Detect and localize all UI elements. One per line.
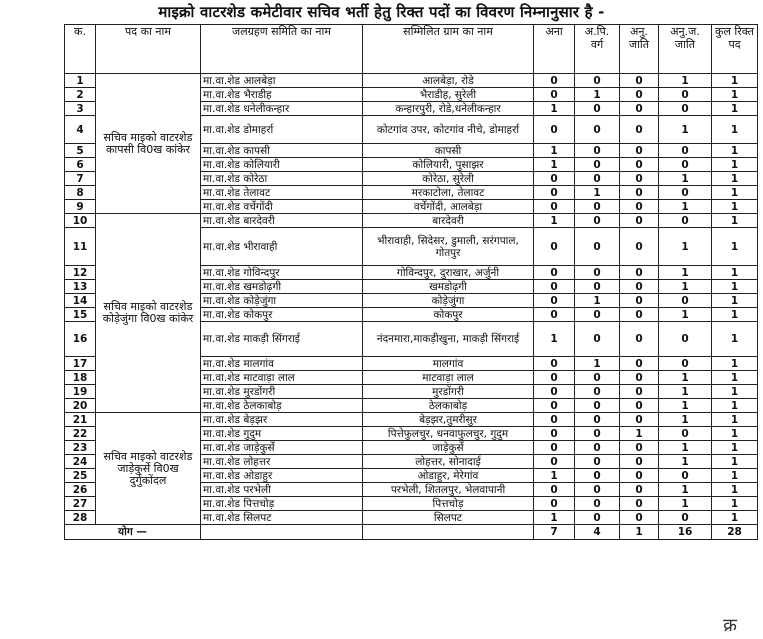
- row-serial: 20: [65, 399, 96, 413]
- count-kul: 1: [712, 483, 758, 497]
- count-kul: 1: [712, 280, 758, 294]
- count-anujanjati: 1: [659, 413, 712, 427]
- count-anujanjati: 0: [659, 357, 712, 371]
- count-kul: 1: [712, 186, 758, 200]
- row-serial: 9: [65, 200, 96, 214]
- count-ana: 0: [534, 266, 575, 280]
- samiti-name: मा.वा.शेड माकड़ी सिंगराई: [201, 322, 363, 357]
- count-apivarg: 0: [575, 158, 620, 172]
- count-ana: 0: [534, 497, 575, 511]
- row-serial: 4: [65, 116, 96, 144]
- post-name-cell: सचिव माइको वाटरशेड कापसी वि0ख कांकेर: [96, 74, 201, 214]
- samiti-name: मा.वा.शेड डोमाहर्रा: [201, 116, 363, 144]
- count-kul: 1: [712, 371, 758, 385]
- count-anujati: 0: [620, 322, 659, 357]
- count-ana: 0: [534, 371, 575, 385]
- gram-name: कोरेठा, सुरेली: [363, 172, 534, 186]
- count-anujanjati: 1: [659, 308, 712, 322]
- count-anujanjati: 1: [659, 455, 712, 469]
- row-serial: 17: [65, 357, 96, 371]
- header-anujati: अनु. जाति: [620, 25, 659, 74]
- count-apivarg: 0: [575, 385, 620, 399]
- samiti-name: मा.वा.शेड परभेली: [201, 483, 363, 497]
- row-serial: 11: [65, 228, 96, 266]
- count-anujati: 0: [620, 102, 659, 116]
- header-samiti: जलग्रहण समिति का नाम: [201, 25, 363, 74]
- gram-name: मुरडोंगरी: [363, 385, 534, 399]
- total-ana: 7: [534, 525, 575, 540]
- count-ana: 1: [534, 469, 575, 483]
- row-serial: 10: [65, 214, 96, 228]
- gram-name: परभेली, शितलपुर, भेलवापानी: [363, 483, 534, 497]
- gram-name: पित्तचोड़: [363, 497, 534, 511]
- samiti-name: मा.वा.शेड तेलावट: [201, 186, 363, 200]
- count-kul: 1: [712, 322, 758, 357]
- row-serial: 2: [65, 88, 96, 102]
- count-apivarg: 0: [575, 102, 620, 116]
- count-anujanjati: 1: [659, 74, 712, 88]
- count-ana: 1: [534, 511, 575, 525]
- samiti-name: मा.वा.शेड बेड़झर: [201, 413, 363, 427]
- count-anujati: 1: [620, 427, 659, 441]
- gram-name: भैराडीह, सुरेली: [363, 88, 534, 102]
- row-serial: 23: [65, 441, 96, 455]
- count-apivarg: 0: [575, 280, 620, 294]
- row-serial: 21: [65, 413, 96, 427]
- count-anujati: 0: [620, 483, 659, 497]
- count-apivarg: 1: [575, 186, 620, 200]
- count-kul: 1: [712, 385, 758, 399]
- count-anujanjati: 1: [659, 385, 712, 399]
- row-serial: 16: [65, 322, 96, 357]
- count-apivarg: 1: [575, 88, 620, 102]
- count-anujati: 0: [620, 228, 659, 266]
- count-anujati: 0: [620, 371, 659, 385]
- count-kul: 1: [712, 102, 758, 116]
- row-serial: 19: [65, 385, 96, 399]
- total-row: [65, 525, 758, 540]
- total-kul: 28: [712, 525, 758, 540]
- count-anujati: 0: [620, 385, 659, 399]
- count-ana: 0: [534, 308, 575, 322]
- count-ana: 0: [534, 200, 575, 214]
- count-apivarg: 0: [575, 322, 620, 357]
- gram-name: मालगांव: [363, 357, 534, 371]
- count-anujanjati: 0: [659, 102, 712, 116]
- count-apivarg: 0: [575, 511, 620, 525]
- count-anujati: 0: [620, 497, 659, 511]
- vacancy-table: [64, 24, 758, 540]
- samiti-name: मा.वा.शेड मालगांव: [201, 357, 363, 371]
- row-serial: 3: [65, 102, 96, 116]
- count-anujanjati: 0: [659, 186, 712, 200]
- header-post: पद का नाम: [96, 25, 201, 74]
- gram-name: वर्चेगोंदी, आलबेड़ा: [363, 200, 534, 214]
- signature-mark: क्र: [723, 615, 737, 636]
- samiti-name: मा.वा.शेड ठेलकाबोड़: [201, 399, 363, 413]
- count-anujanjati: 0: [659, 322, 712, 357]
- count-kul: 1: [712, 172, 758, 186]
- samiti-name: मा.वा.शेड आलबेड़ा: [201, 74, 363, 88]
- header-apivarg: अ.पि. वर्ग: [575, 25, 620, 74]
- count-anujati: 0: [620, 511, 659, 525]
- count-anujanjati: 0: [659, 427, 712, 441]
- count-anujanjati: 0: [659, 511, 712, 525]
- count-anujati: 0: [620, 172, 659, 186]
- count-apivarg: 0: [575, 371, 620, 385]
- count-ana: 1: [534, 144, 575, 158]
- count-ana: 1: [534, 158, 575, 172]
- page-title: माइक्रो वाटरशेड कमेटीवार सचिव भर्ती हेतु रिक्त पदों का विवरण निम्नानुसार है -: [158, 3, 605, 21]
- header-row: [65, 25, 758, 74]
- count-apivarg: 0: [575, 413, 620, 427]
- count-anujati: 0: [620, 144, 659, 158]
- count-anujati: 0: [620, 413, 659, 427]
- gram-name: भीरावाही, सिदेसर, डुमाली, सरंगपाल, गोतपुर: [363, 228, 534, 266]
- row-serial: 26: [65, 483, 96, 497]
- count-kul: 1: [712, 266, 758, 280]
- count-anujati: 0: [620, 74, 659, 88]
- count-ana: 0: [534, 357, 575, 371]
- count-anujanjati: 1: [659, 228, 712, 266]
- count-anujanjati: 0: [659, 144, 712, 158]
- gram-name: ओडाहुर, मेरेगांव: [363, 469, 534, 483]
- gram-name: मरकाटोला, तेलावट: [363, 186, 534, 200]
- count-anujanjati: 0: [659, 214, 712, 228]
- count-kul: 1: [712, 294, 758, 308]
- gram-name: बारदेवरी: [363, 214, 534, 228]
- samiti-name: मा.वा.शेड गोविन्दपुर: [201, 266, 363, 280]
- count-anujati: 0: [620, 280, 659, 294]
- gram-name: गोविन्दपुर, दुराखार, अर्जुनी: [363, 266, 534, 280]
- total-blank-gram: [363, 525, 534, 540]
- count-anujanjati: 0: [659, 294, 712, 308]
- samiti-name: मा.वा.शेड कोलियारी: [201, 158, 363, 172]
- total-anujati: 1: [620, 525, 659, 540]
- count-kul: 1: [712, 116, 758, 144]
- samiti-name: मा.वा.शेड पित्तचोड़: [201, 497, 363, 511]
- samiti-name: मा.वा.शेड जाड़ेकुर्से: [201, 441, 363, 455]
- count-anujati: 0: [620, 116, 659, 144]
- count-apivarg: 0: [575, 266, 620, 280]
- count-kul: 1: [712, 144, 758, 158]
- count-apivarg: 0: [575, 497, 620, 511]
- count-kul: 1: [712, 308, 758, 322]
- samiti-name: मा.वा.शेड कोड़ेजुंगा: [201, 294, 363, 308]
- header-sn: क.: [65, 25, 96, 74]
- count-anujanjati: 1: [659, 441, 712, 455]
- row-serial: 15: [65, 308, 96, 322]
- count-anujanjati: 1: [659, 497, 712, 511]
- count-apivarg: 0: [575, 172, 620, 186]
- row-serial: 8: [65, 186, 96, 200]
- count-ana: 0: [534, 74, 575, 88]
- samiti-name: मा.वा.शेड वर्चेगोंदी: [201, 200, 363, 214]
- count-anujanjati: 1: [659, 116, 712, 144]
- samiti-name: मा.वा.शेड बारदेवरी: [201, 214, 363, 228]
- row-serial: 24: [65, 455, 96, 469]
- samiti-name: मा.वा.शेड लोहत्तर: [201, 455, 363, 469]
- count-kul: 1: [712, 88, 758, 102]
- samiti-name: मा.वा.शेड मुरडोंगरी: [201, 385, 363, 399]
- count-anujati: 0: [620, 266, 659, 280]
- count-anujati: 0: [620, 214, 659, 228]
- count-anujanjati: 1: [659, 280, 712, 294]
- count-apivarg: 0: [575, 427, 620, 441]
- count-kul: 1: [712, 413, 758, 427]
- count-ana: 1: [534, 322, 575, 357]
- count-apivarg: 0: [575, 214, 620, 228]
- samiti-name: मा.वा.शेड खमडोढ़गी: [201, 280, 363, 294]
- count-kul: 1: [712, 441, 758, 455]
- row-serial: 27: [65, 497, 96, 511]
- count-anujati: 0: [620, 469, 659, 483]
- post-name-cell: सचिव माइको वाटरशेड कोड़ेजुंगा वि0ख कांकेर: [96, 214, 201, 413]
- count-kul: 1: [712, 469, 758, 483]
- count-ana: 0: [534, 399, 575, 413]
- count-kul: 1: [712, 511, 758, 525]
- post-name-cell: सचिव माइको वाटरशेड जाड़ेकुर्से वि0ख दुर्गुकोंदल: [96, 413, 201, 525]
- count-kul: 1: [712, 399, 758, 413]
- gram-name: कापसी: [363, 144, 534, 158]
- header-gram: सम्मिलित ग्राम का नाम: [363, 25, 534, 74]
- samiti-name: मा.वा.शेड गुदुम: [201, 427, 363, 441]
- count-anujanjati: 0: [659, 469, 712, 483]
- row-serial: 18: [65, 371, 96, 385]
- count-ana: 0: [534, 280, 575, 294]
- count-ana: 0: [534, 413, 575, 427]
- gram-name: आलबेड़ा, रोडे: [363, 74, 534, 88]
- count-anujanjati: 1: [659, 371, 712, 385]
- count-kul: 1: [712, 228, 758, 266]
- total-label: योग —: [65, 525, 201, 540]
- count-anujanjati: 0: [659, 158, 712, 172]
- count-kul: 1: [712, 200, 758, 214]
- gram-name: खमडोढ़गी: [363, 280, 534, 294]
- count-anujati: 0: [620, 399, 659, 413]
- count-ana: 0: [534, 385, 575, 399]
- row-serial: 28: [65, 511, 96, 525]
- samiti-name: मा.वा.शेड धनेलीकन्हार: [201, 102, 363, 116]
- count-apivarg: 0: [575, 308, 620, 322]
- count-kul: 1: [712, 497, 758, 511]
- count-anujati: 0: [620, 308, 659, 322]
- row-serial: 14: [65, 294, 96, 308]
- count-ana: 1: [534, 214, 575, 228]
- row-serial: 6: [65, 158, 96, 172]
- row-serial: 12: [65, 266, 96, 280]
- count-anujanjati: 1: [659, 200, 712, 214]
- samiti-name: मा.वा.शेड कोरेठा: [201, 172, 363, 186]
- count-anujati: 0: [620, 158, 659, 172]
- count-anujanjati: 1: [659, 399, 712, 413]
- gram-name: बेड़झर,तुमरीसुर: [363, 413, 534, 427]
- total-blank-samiti: [201, 525, 363, 540]
- samiti-name: मा.वा.शेड ओडाहुर: [201, 469, 363, 483]
- count-ana: 0: [534, 455, 575, 469]
- count-ana: 0: [534, 427, 575, 441]
- count-apivarg: 0: [575, 399, 620, 413]
- gram-name: जाड़ेकुर्से: [363, 441, 534, 455]
- count-apivarg: 0: [575, 200, 620, 214]
- row-serial: 25: [65, 469, 96, 483]
- count-anujati: 0: [620, 200, 659, 214]
- count-apivarg: 0: [575, 228, 620, 266]
- count-apivarg: 0: [575, 441, 620, 455]
- row-serial: 5: [65, 144, 96, 158]
- count-kul: 1: [712, 427, 758, 441]
- count-kul: 1: [712, 74, 758, 88]
- total-apivarg: 4: [575, 525, 620, 540]
- count-ana: 0: [534, 483, 575, 497]
- count-anujanjati: 0: [659, 88, 712, 102]
- count-anujanjati: 1: [659, 172, 712, 186]
- count-apivarg: 0: [575, 116, 620, 144]
- count-apivarg: 0: [575, 469, 620, 483]
- gram-name: माटवाड़ा लाल: [363, 371, 534, 385]
- count-anujati: 0: [620, 441, 659, 455]
- samiti-name: मा.वा.शेड कापसी: [201, 144, 363, 158]
- count-kul: 1: [712, 158, 758, 172]
- count-apivarg: 0: [575, 74, 620, 88]
- count-apivarg: 0: [575, 455, 620, 469]
- header-ana: अना: [534, 25, 575, 74]
- count-ana: 0: [534, 186, 575, 200]
- row-serial: 22: [65, 427, 96, 441]
- count-anujati: 0: [620, 88, 659, 102]
- count-anujati: 0: [620, 455, 659, 469]
- count-anujati: 0: [620, 294, 659, 308]
- gram-name: कोटगांव उपर, कोटगांव नीचे, डोमाहर्रा: [363, 116, 534, 144]
- samiti-name: मा.वा.शेड भैराडीह: [201, 88, 363, 102]
- gram-name: कन्हारपुरी, रोडे,धनेलीकन्हार: [363, 102, 534, 116]
- header-anujanjati: अनु.ज. जाति: [659, 25, 712, 74]
- header-kul: कुल रिक्त पद: [712, 25, 758, 74]
- count-ana: 0: [534, 172, 575, 186]
- count-anujanjati: 1: [659, 483, 712, 497]
- count-apivarg: 0: [575, 144, 620, 158]
- samiti-name: मा.वा.शेड कोकपुर: [201, 308, 363, 322]
- count-ana: 0: [534, 88, 575, 102]
- table-row: [65, 74, 758, 88]
- gram-name: नंदनमारा,माकड़ीखुना, माकड़ी सिंगराई: [363, 322, 534, 357]
- count-kul: 1: [712, 214, 758, 228]
- row-serial: 1: [65, 74, 96, 88]
- samiti-name: मा.वा.शेड भीरावाही: [201, 228, 363, 266]
- table-row: [65, 214, 758, 228]
- gram-name: कोकपुर: [363, 308, 534, 322]
- count-anujati: 0: [620, 186, 659, 200]
- count-anujanjati: 1: [659, 266, 712, 280]
- count-kul: 1: [712, 357, 758, 371]
- count-ana: 1: [534, 102, 575, 116]
- gram-name: पित्तेफुलचुर, धनवाफुलचुर, गुदुम: [363, 427, 534, 441]
- gram-name: सिलपट: [363, 511, 534, 525]
- gram-name: कोलियारी, पुसाझर: [363, 158, 534, 172]
- gram-name: लोहत्तर, सोनादाई: [363, 455, 534, 469]
- count-ana: 0: [534, 294, 575, 308]
- samiti-name: मा.वा.शेड सिलपट: [201, 511, 363, 525]
- table-row: [65, 413, 758, 427]
- count-apivarg: 1: [575, 357, 620, 371]
- samiti-name: मा.वा.शेड माटवाड़ा लाल: [201, 371, 363, 385]
- count-apivarg: 1: [575, 294, 620, 308]
- total-anujanjati: 16: [659, 525, 712, 540]
- count-ana: 0: [534, 441, 575, 455]
- gram-name: ठेलकाबोड़: [363, 399, 534, 413]
- row-serial: 7: [65, 172, 96, 186]
- count-anujati: 0: [620, 357, 659, 371]
- count-ana: 0: [534, 228, 575, 266]
- count-kul: 1: [712, 455, 758, 469]
- row-serial: 13: [65, 280, 96, 294]
- count-apivarg: 0: [575, 483, 620, 497]
- count-ana: 0: [534, 116, 575, 144]
- gram-name: कोड़ेजुंगा: [363, 294, 534, 308]
